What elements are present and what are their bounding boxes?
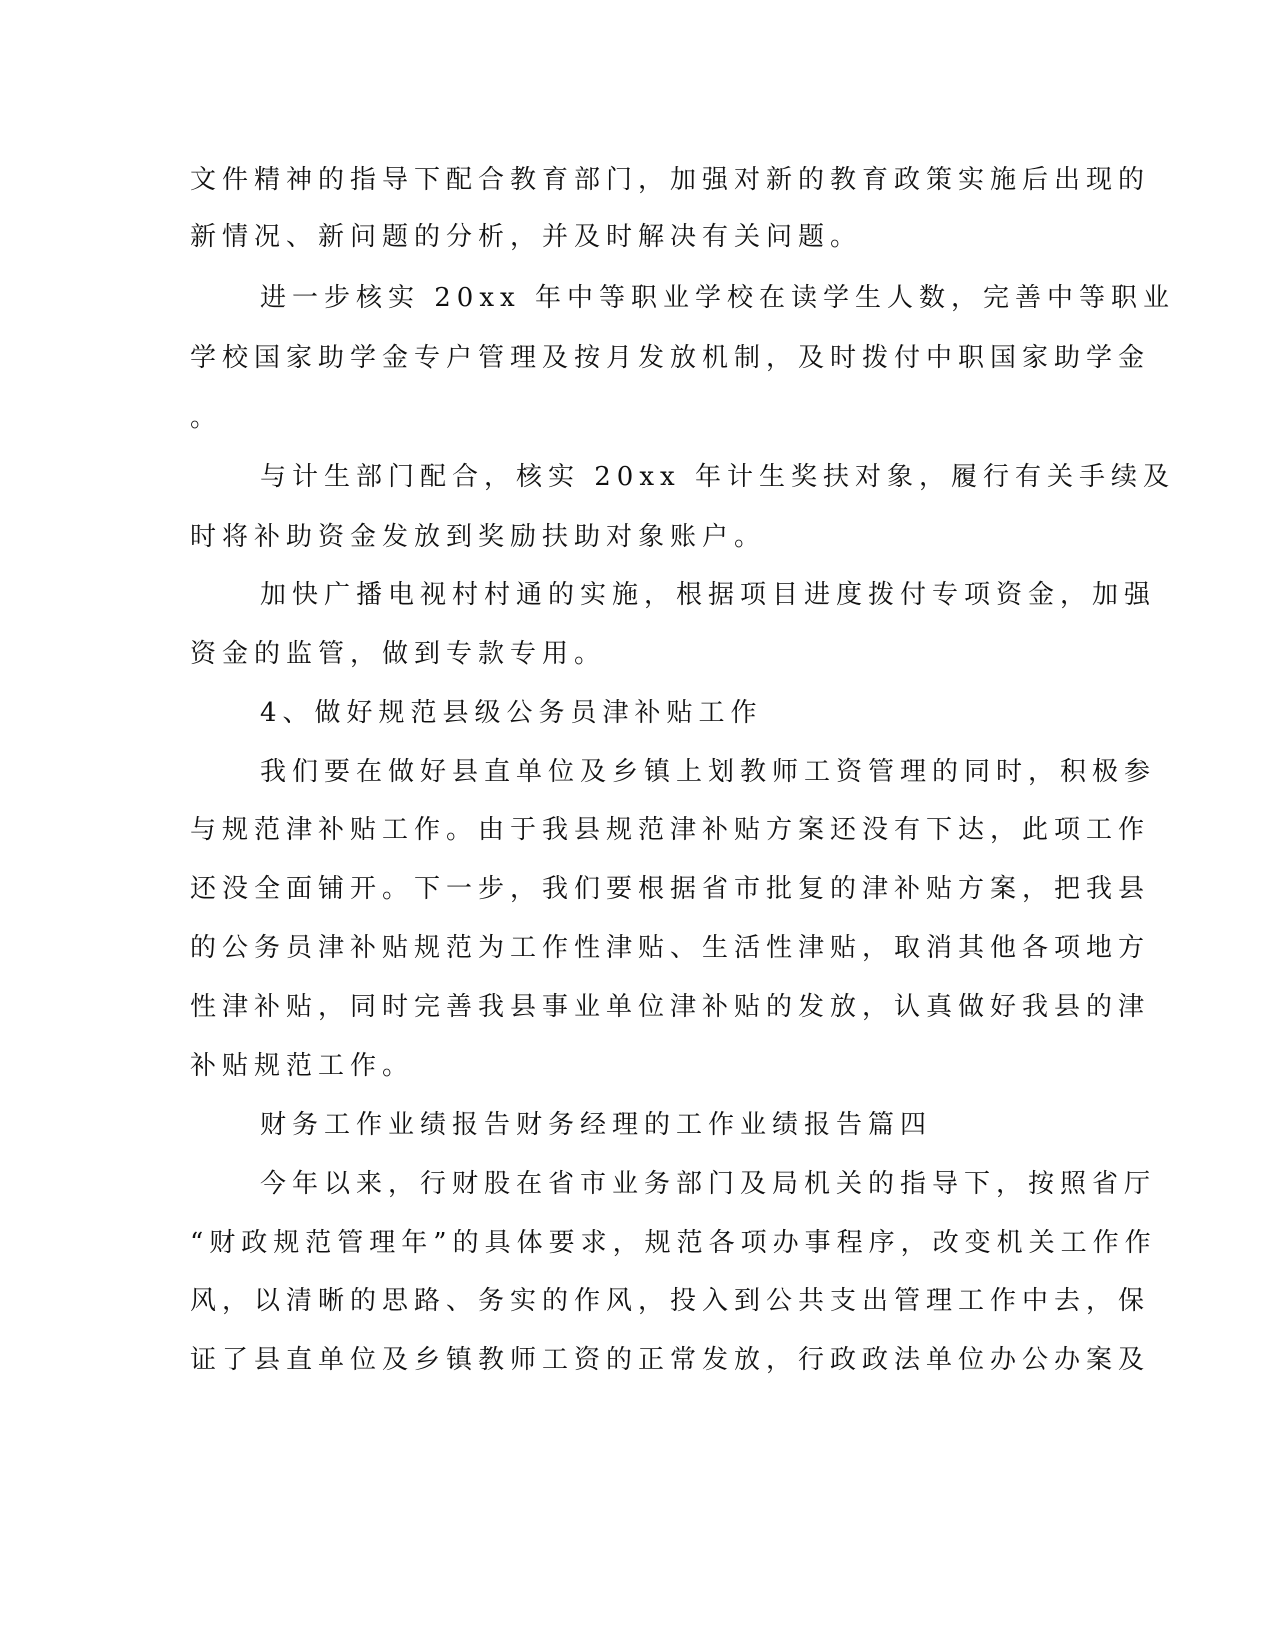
text-line: 我们要在做好县直单位及乡镇上划教师工资管理的同时，积极参	[260, 757, 1157, 787]
section-heading: 4、做好规范县级公务员津补贴工作	[260, 698, 763, 728]
text-line: 证了县直单位及乡镇教师工资的正常发放，行政政法单位办公办案及	[190, 1345, 1151, 1375]
text-line: 时将补助资金发放到奖励扶助对象账户。	[190, 522, 767, 552]
text-line: 还没全面铺开。下一步，我们要根据省市批复的津补贴方案，把我县	[190, 874, 1151, 904]
text-line: 风，以清晰的思路、务实的作风，投入到公共支出管理工作中去，保	[190, 1286, 1151, 1316]
text-line: 加快广播电视村村通的实施，根据项目进度拨付专项资金，加强	[260, 580, 1157, 610]
text-line: 与计生部门配合，核实 20xx 年计生奖扶对象，履行有关手续及	[260, 462, 1175, 492]
text-line: 。	[190, 403, 217, 433]
text-line: 补贴规范工作。	[190, 1051, 415, 1081]
text-line: 文件精神的指导下配合教育部门，加强对新的教育政策实施后出现的	[190, 165, 1151, 195]
text-line: 性津补贴，同时完善我县事业单位津补贴的发放，认真做好我县的津	[190, 992, 1151, 1022]
text-line: “财政规范管理年”的具体要求，规范各项办事程序，改变机关工作作	[190, 1228, 1157, 1258]
text-line: 学校国家助学金专户管理及按月发放机制，及时拨付中职国家助学金	[190, 343, 1151, 373]
text-line: 进一步核实 20xx 年中等职业学校在读学生人数，完善中等职业	[260, 283, 1175, 313]
section-heading: 财务工作业绩报告财务经理的工作业绩报告篇四	[260, 1110, 933, 1140]
text-line: 的公务员津补贴规范为工作性津贴、生活性津贴，取消其他各项地方	[190, 933, 1151, 963]
text-line: 新情况、新问题的分析，并及时解决有关问题。	[190, 222, 863, 252]
text-line: 与规范津补贴工作。由于我县规范津补贴方案还没有下达，此项工作	[190, 815, 1151, 845]
text-line: 资金的监管，做到专款专用。	[190, 639, 607, 669]
text-line: 今年以来，行财股在省市业务部门及局机关的指导下，按照省厅	[260, 1169, 1157, 1199]
